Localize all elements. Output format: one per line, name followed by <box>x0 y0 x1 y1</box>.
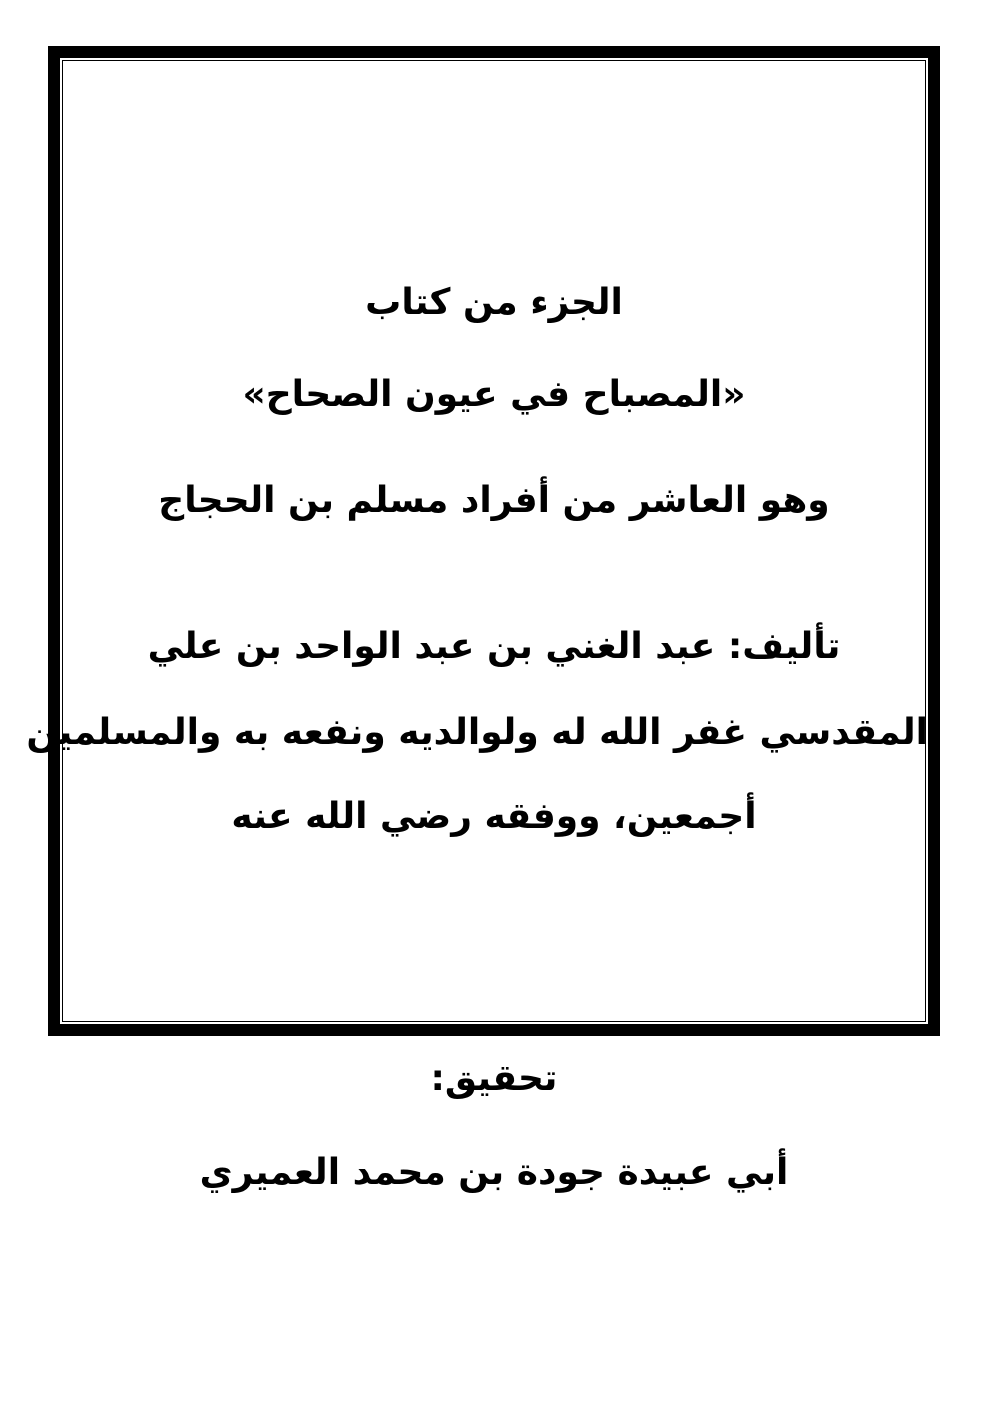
editor-name: أبي عبيدة جودة بن محمد العميري <box>199 1152 789 1193</box>
editor-label: تحقيق: <box>430 1058 558 1099</box>
title-line-1: الجزء من كتاب <box>365 282 623 323</box>
book-title: «المصباح في عيون الصحاح» <box>242 374 746 415</box>
author-line-2: المقدسي غفر الله له ولوالديه ونفعه به والمسلمين <box>26 712 928 753</box>
page-border <box>26 46 940 1036</box>
title-line-3: وهو العاشر من أفراد مسلم بن الحجاج <box>158 480 830 521</box>
author-line-1: تأليف: عبد الغني بن عبد الواحد بن علي <box>147 626 841 667</box>
author-line-3: أجمعين، ووفقه رضي الله عنه <box>231 796 757 837</box>
